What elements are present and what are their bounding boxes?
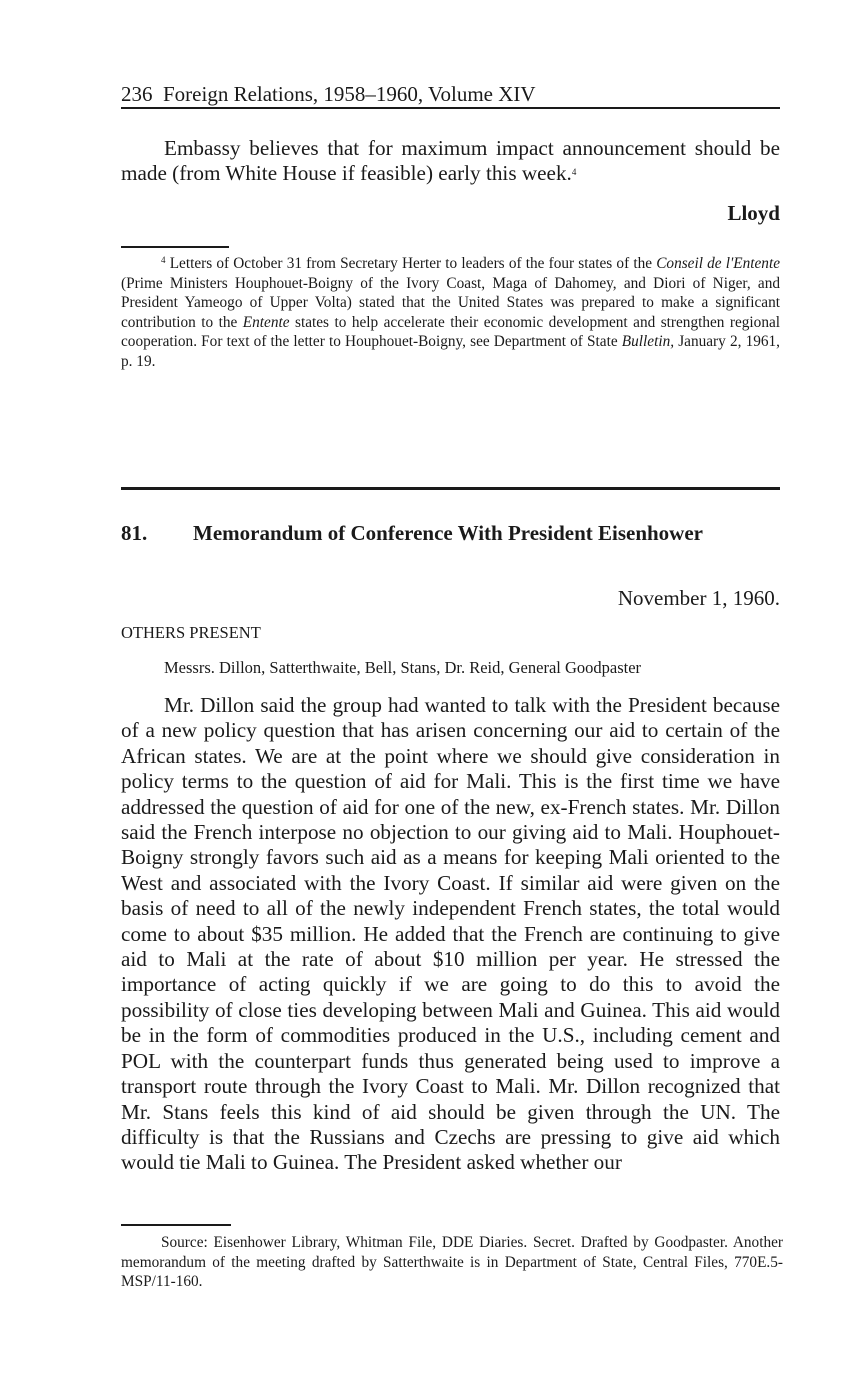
footnote-rule bbox=[121, 246, 229, 248]
lead-paragraph: Embassy believes that for maximum impact announcement should be made (from White House if feasible) early this week.$^4$ bbox=[121, 136, 780, 186]
others-present-label: OTHERS PRESENT bbox=[121, 623, 261, 642]
source-note-rule bbox=[121, 1224, 231, 1226]
document-title: Memorandum of Conference With President Eisenhower bbox=[193, 521, 703, 545]
footnote-4: $^4$ Letters of October 31 from Secretary Herter to leaders of the four states of the Conseil de l'Entente (Prime Ministers Houphouet-Boigny of the Ivory Coast, Maga of Dahomey, and Diori of Niger, and President Yameogo of Upper Volta) stated that the United States was prepared to make a significant contribution to the Entente states to help accelerate their economic development and strengthen regional cooperation. For text of the letter to Houphouet-Boigny, see Department of State Bulletin, January 2, 1961, p. 19. bbox=[121, 255, 781, 370]
attendees-list: Messrs. Dillon, Satterthwaite, Bell, Stans, Dr. Reid, General Goodpaster bbox=[164, 658, 642, 677]
source-note: Source: Eisenhower Library, Whitman File, DDE Diaries. Secret. Drafted by Goodpaster. Another memorandum of the meeting drafted by Satterthwaite is in Department of State, Central Files, 770E.5-MSP/11-160. bbox=[121, 1234, 783, 1291]
running-header bbox=[121, 80, 780, 108]
document-date: November 1, 1960. bbox=[617, 586, 780, 610]
signature: Lloyd bbox=[727, 201, 780, 225]
document-number: 81. bbox=[121, 521, 148, 545]
page-number: 236 bbox=[121, 82, 153, 106]
footnote-reference: 4 bbox=[571, 167, 577, 178]
memorandum-body: Mr. Dillon said the group had wanted to talk with the President because of a new policy question that has arisen concerning our aid to certain of the African states. We are at the point where we should give consideration in policy terms to the question of aid for Mali. This is the first time we have addressed the question of aid for one of the new, ex-French states. Mr. Dillon said the French interpose no objection to our giving aid to Mali. Houphouet-Boigny strongly favors such aid as a means for keeping Mali oriented to the West and associated with the Ivory Coast. If similar aid were given on the basis of need to all of the newly independent French states, the total would come to about $35 million. He added that the French are continuing to give aid to Mali at the rate of about $10 million per year. He stressed the importance of acting quickly if we are going to do this to avoid the possibility of close ties developing between Mali and Guinea. This aid would be in the form of commodities produced in the U.S., including cement and POL with the counterpart funds thus generated being used to improve a transport route through the Ivory Coast to Mali. Mr. Dillon recognized that Mr. Stans feels this kind of aid should be given through the UN. The difficulty is that the Russians and Czechs are pressing to give aid which would tie Mali to Guinea. The President asked whether our bbox=[121, 693, 780, 1175]
running-title: Foreign Relations, 1958–1960, Volume XIV bbox=[163, 82, 536, 106]
footnote-marker: 4 bbox=[161, 255, 166, 265]
header-rule bbox=[121, 107, 780, 109]
section-divider bbox=[121, 487, 780, 490]
